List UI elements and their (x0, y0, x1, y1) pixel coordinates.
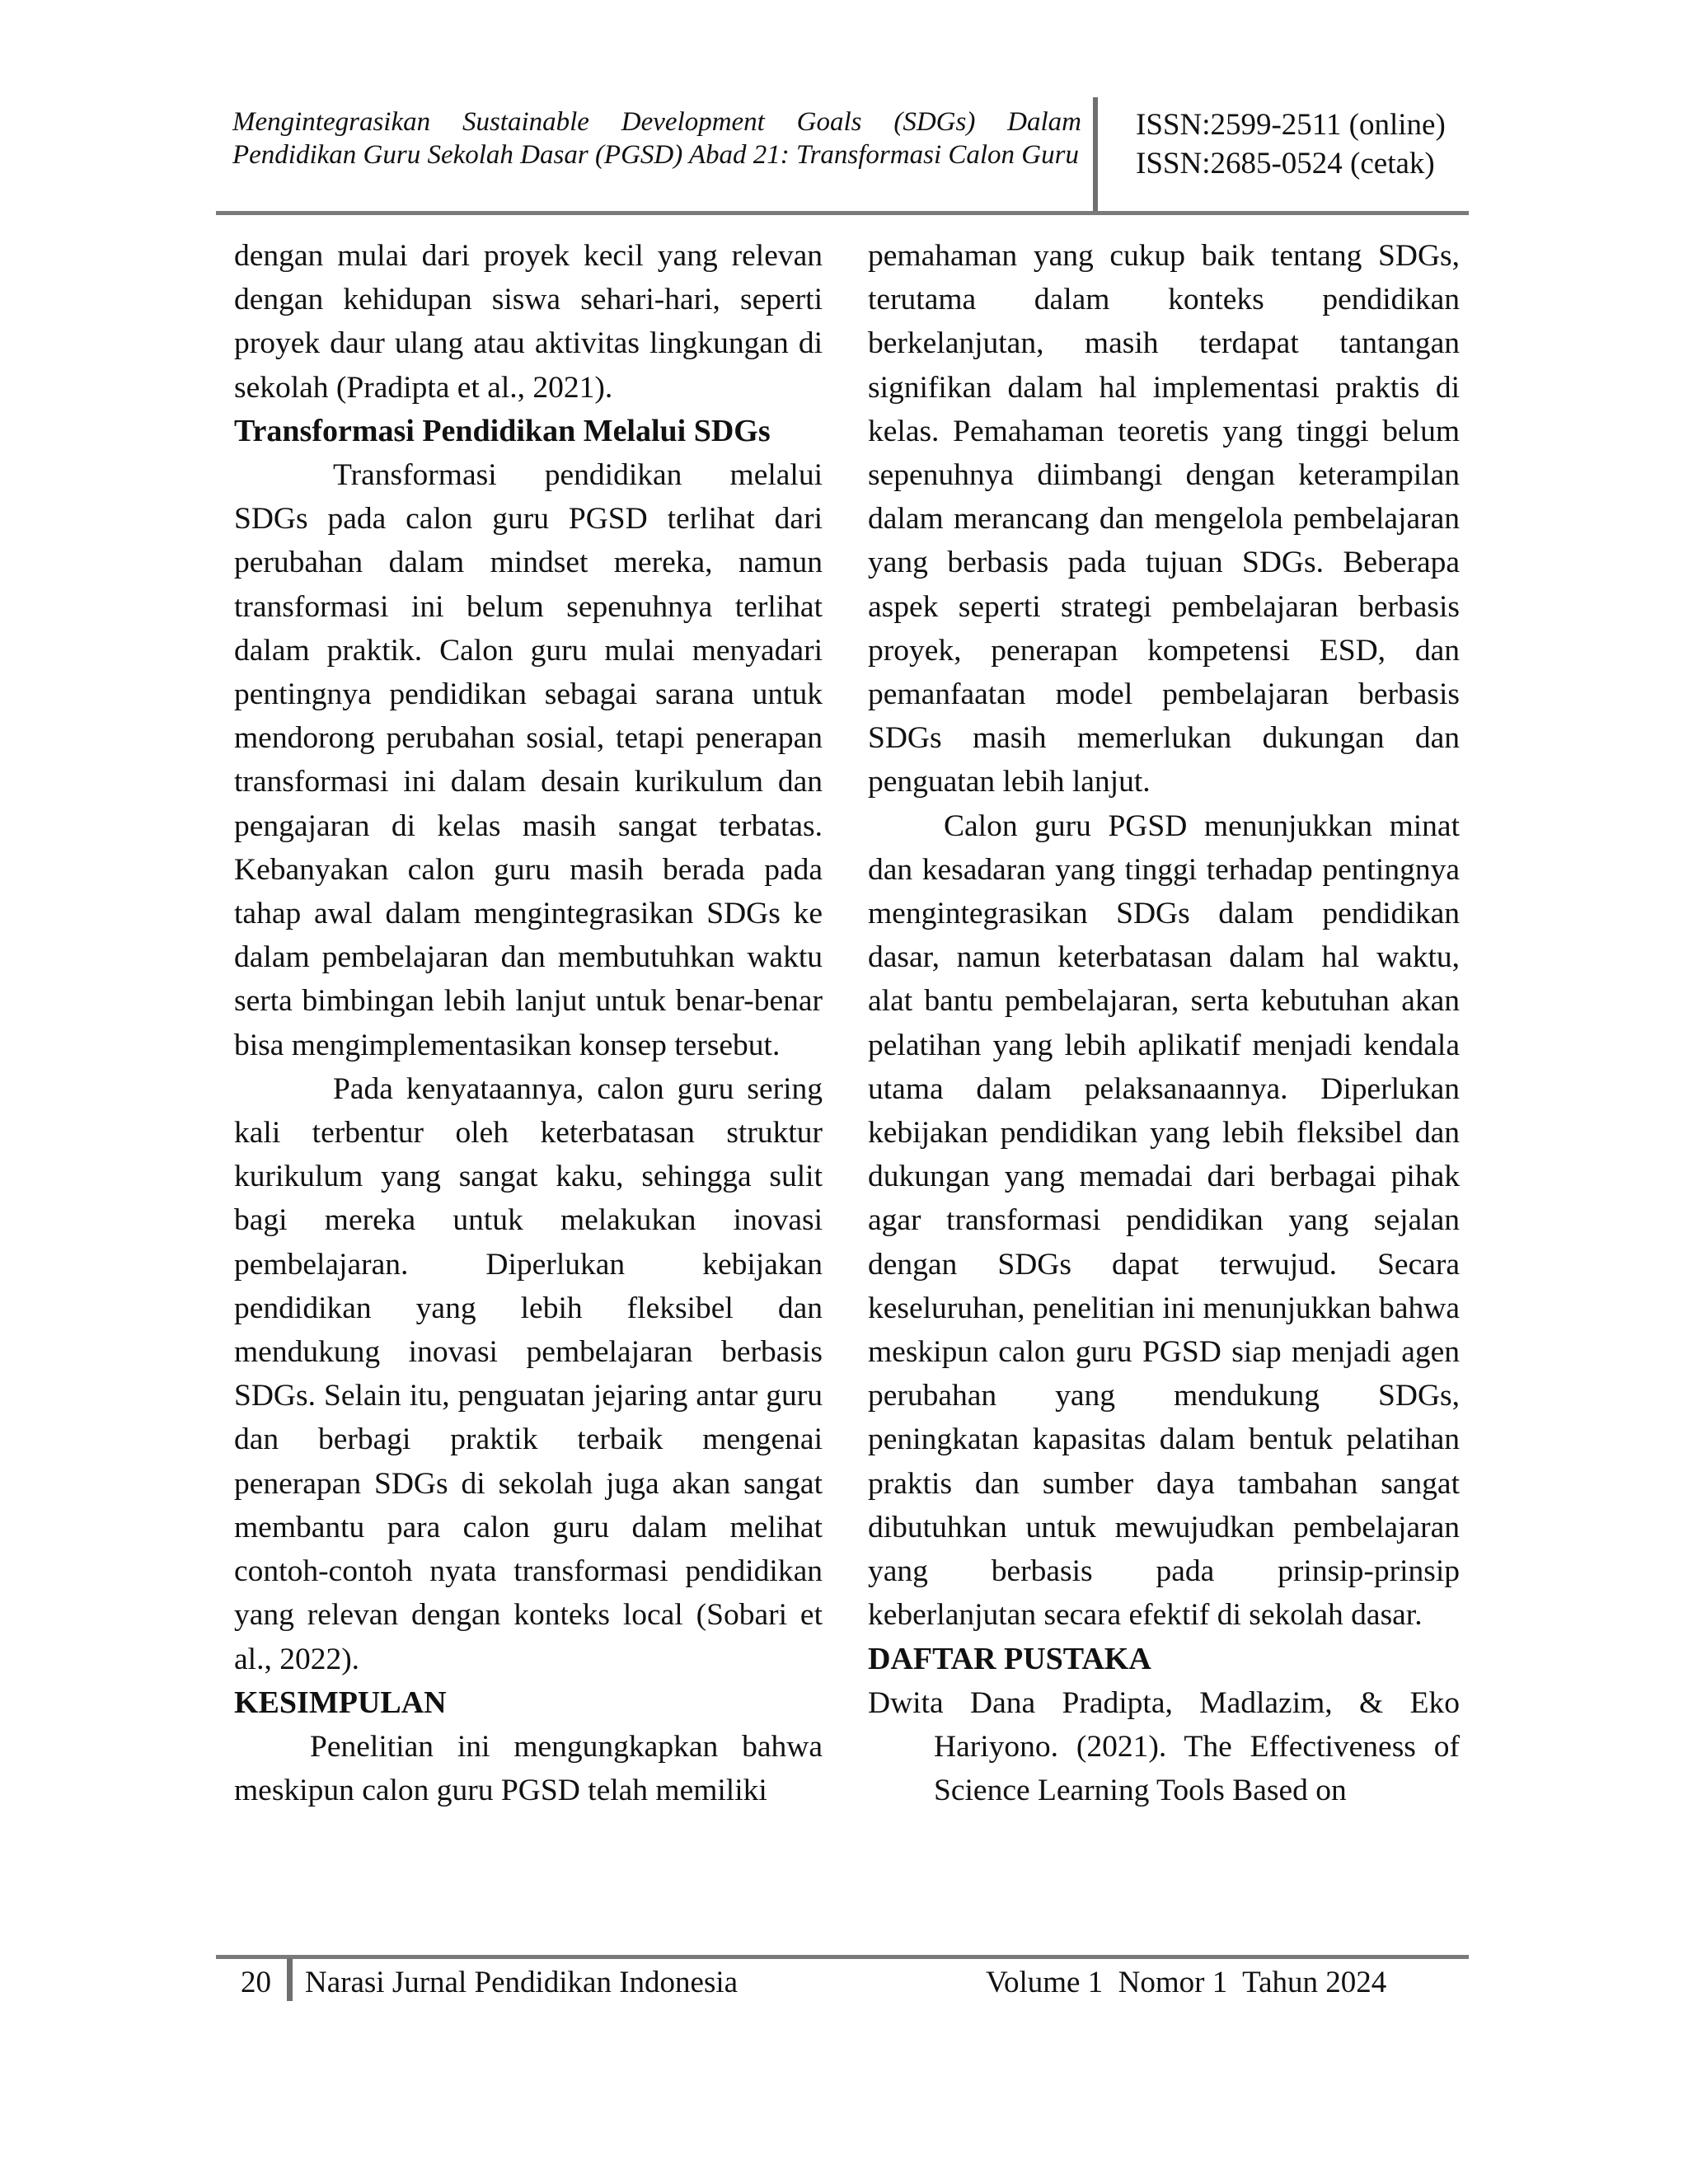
left-column (234, 234, 823, 1812)
issn-online: ISSN:2599-2511 (online) (1136, 108, 1446, 142)
section-heading-kesimpulan: KESIMPULAN (234, 1685, 447, 1720)
paragraph-kenyataan: Pada kenyataannya, calon guru sering kali terbentur oleh keterbatasan struktur kurikulum yang sangat kaku, sehingga sulit bagi mereka untuk melakukan inovasi pembelajaran. Diperlukan kebijakan pendidikan yang lebih fleksibel dan mendukung inovasi pembelajaran berbasis SDGs. Selain itu, penguatan jejaring antar guru dan berbagi praktik terbaik mengenai penerapan SDGs di sekolah juga akan sangat membantu para calon guru dalam melihat contoh-contoh nyata transformasi pendidikan yang relevan dengan konteks local (Sobari et al., 2022). (234, 1071, 823, 1676)
paragraph-calon-guru: Calon guru PGSD menunjukkan minat dan kesadaran yang tinggi terhadap pentingnya mengintegrasikan SDGs dalam pendidikan dasar, namun keterbatasan dalam hal waktu, alat bantu pembelajaran, serta kebutuhan akan pelatihan yang lebih aplikatif menjadi kendala utama dalam pelaksanaannya. Diperlukan kebijakan pendidikan yang lebih fleksibel dan dukungan yang memadai dari berbagai pihak agar transformasi pendidikan yang sejalan dengan SDGs dapat terwujud. Secara keseluruhan, penelitian ini menunjukkan bahwa meskipun calon guru PGSD siap menjadi agen perubahan yang mendukung SDGs, peningkatan kapasitas dalam bentuk pelatihan praktis dan sumber daya tambahan sangat dibutuhkan untuk mewujudkan pembelajaran yang berbasis pada prinsip-prinsip keberlanjutan secara efektif di sekolah dasar. (868, 808, 1460, 1633)
paragraph-transformasi: Transformasi pendidikan melalui SDGs pada calon guru PGSD terlihat dari perubahan dalam mindset mereka, namun transformasi ini belum sepenuhnya terlihat dalam praktik. Calon guru mulai menyadari pentingnya pendidikan sebagai sarana untuk mendorong perubahan sosial, tetapi penerapan transformasi ini dalam desain kurikulum dan pengajaran di kelas masih sangat terbatas. Kebanyakan calon guru masih berada pada tahap awal dalam mengintegrasikan SDGs ke dalam pembelajaran dan membutuhkan waktu serta bimbingan lebih lanjut untuk benar-benar bisa mengimplementasikan konsep tersebut. (234, 458, 823, 1062)
issn-block (1136, 105, 1446, 183)
issn-print: ISSN:2685-0524 (cetak) (1136, 147, 1435, 180)
section-heading-transformasi: Transformasi Pendidikan Melalui SDGs (234, 413, 771, 448)
journal-name: Narasi Jurnal Pendidikan Indonesia (305, 1966, 738, 1999)
paragraph-kesimpulan: Penelitian ini mengungkapkan bahwa meskipun calon guru PGSD telah memiliki (234, 1729, 823, 1808)
section-heading-daftar-pustaka: DAFTAR PUSTAKA (868, 1641, 1151, 1676)
header-divider (1093, 97, 1098, 213)
reference-entry: Dwita Dana Pradipta, Madlazim, & Eko Hariyono. (2021). The Effectiveness of Science Learning Tools Based on (868, 1685, 1460, 1808)
right-column (868, 234, 1460, 1812)
volume-info (986, 1965, 1386, 2001)
footer-divider (287, 1958, 293, 2001)
header-rule (216, 211, 1469, 215)
paragraph-continued: dengan mulai dari proyek kecil yang relevan dengan kehidupan siswa sehari-hari, seperti proyek daur ulang atau aktivitas lingkungan di sekolah (Pradipta et al., 2021). (234, 239, 823, 405)
paragraph-kesimpulan-continued: pemahaman yang cukup baik tentang SDGs, terutama dalam konteks pendidikan berkelanjutan, masih terdapat tantangan signifikan dalam hal implementasi praktis di kelas. Pemahaman teoretis yang tinggi belum sepenuhnya diimbangi dengan keterampilan dalam merancang dan mengelola pembelajaran yang berbasis pada tujuan SDGs. Beberapa aspek seperti strategi pembelajaran berbasis proyek, penerapan kompetensi ESD, dan pemanfaatan model pembelajaran berbasis SDGs masih memerlukan dukungan dan penguatan lebih lanjut. (868, 239, 1460, 799)
volume-text: Volume 1 Nomor 1 Tahun 2024 (986, 1966, 1387, 1999)
page-number: 20 (241, 1966, 271, 1999)
footer-rule (216, 1955, 1469, 1959)
running-title: Mengintegrasikan Sustainable Development Goals (SDGs) Dalam Pendidikan Guru Sekolah Dasar (PGSD) Abad 21: Transformasi Calon Guru (232, 107, 1081, 170)
